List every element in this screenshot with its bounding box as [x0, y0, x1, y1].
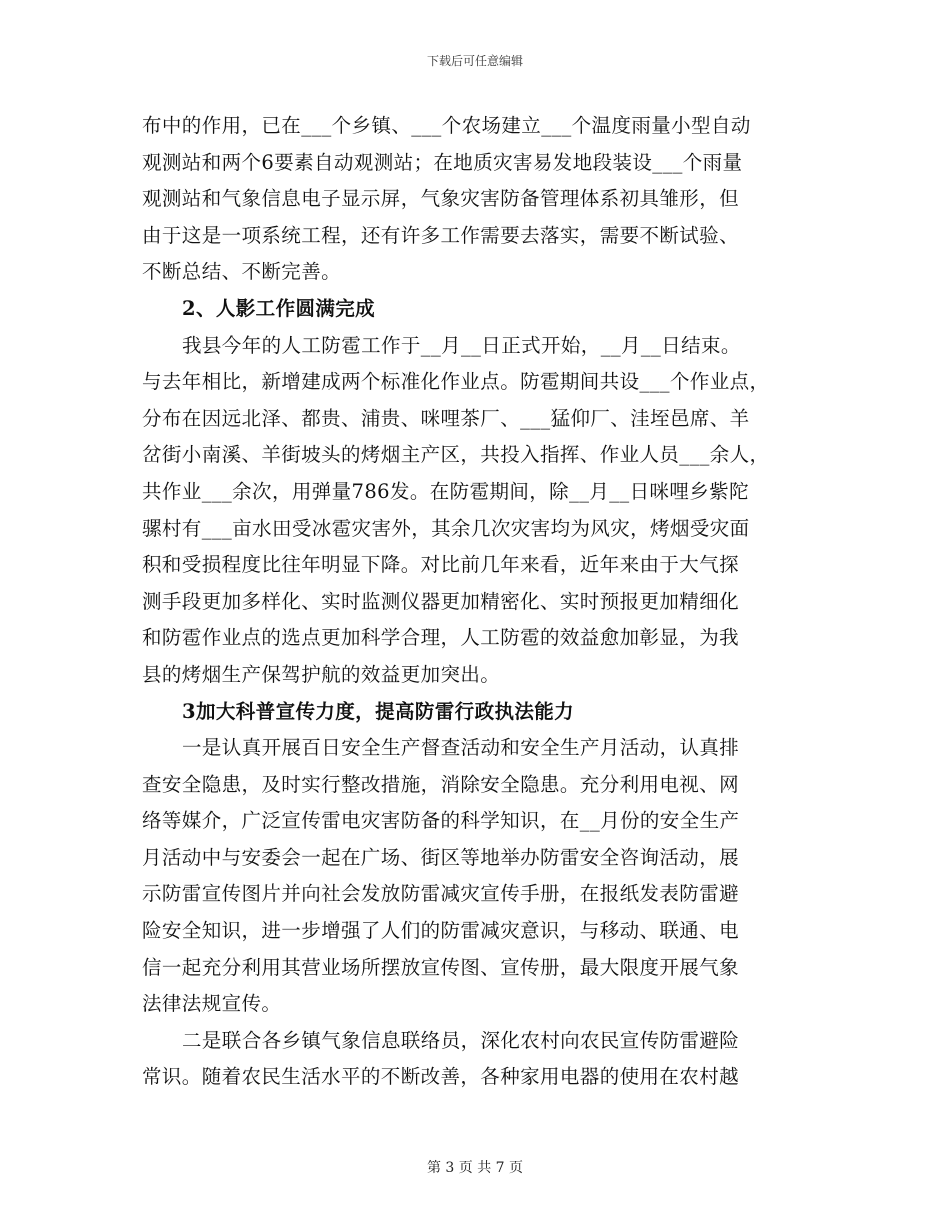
text-line: 和防雹作业点的选点更加科学合理，人工防雹的效益愈加彰显，为我	[142, 626, 740, 650]
text-line: 示防雷宣传图片并向社会发放防雷减灾宣传手册，在报纸发表防雷避	[142, 882, 740, 906]
text-line: 一是认真开展百日安全生产督查活动和安全生产月活动，认真排	[182, 736, 740, 760]
text-line: 二是联合各乡镇气象信息联络员，深化农村向农民宣传防雷避险	[182, 1028, 740, 1052]
text-line: 积和受损程度比往年明显下降。对比前几年来看，近年来由于大气探	[142, 553, 740, 577]
text-line: 观测站和两个6要素自动观测站；在地质灾害易发地段装设___个雨量	[142, 150, 743, 174]
text-line: 共作业___余次，用弹量786发。在防雹期间，除__月__日咪哩乡紫陀	[142, 479, 749, 503]
text-line: 与去年相比，新增建成两个标准化作业点。防雹期间共设___个作业点，	[142, 370, 770, 394]
text-line: 岔街小南溪、羊街坡头的烤烟主产区，共投入指挥、作业人员___余人，	[142, 443, 770, 467]
text-line: 布中的作用，已在___个乡镇、___个农场建立___个温度雨量小型自动	[142, 114, 751, 137]
text-line: 观测站和气象信息电子显示屏，气象灾害防备管理体系初具雏形，但	[142, 187, 740, 211]
text-line: 法律法规宣传。	[142, 992, 282, 1016]
text-line: 查安全隐患，及时实行整改措施，消除安全隐患。充分利用电视、网	[142, 772, 740, 796]
text-line: 县的烤烟生产保驾护航的效益更加突出。	[142, 662, 501, 686]
text-line: 分布在因远北泽、都贵、浦贵、咪哩茶厂、___猛仰厂、洼垤邑席、羊	[142, 406, 750, 430]
text-line: 信一起充分利用其营业场所摆放宣传图、宣传册，最大限度开展气象	[142, 955, 740, 979]
text-line: 不断总结、不断完善。	[142, 260, 342, 284]
text-line: 测手段更加多样化、实时监测仪器更加精密化、实时预报更加精细化	[142, 589, 740, 613]
section-heading: 2、人影工作圆满完成	[182, 296, 376, 320]
text-line: 络等媒介，广泛宣传雷电灾害防备的科学知识，在__月份的安全生产	[142, 809, 740, 833]
document-body	[142, 108, 812, 1096]
text-line: 由于这是一项系统工程，还有许多工作需要去落实，需要不断试验、	[142, 223, 740, 247]
text-line: 险安全知识，进一步增强了人们的防雷减灾意识，与移动、联通、电	[142, 919, 740, 943]
section-heading: 3加大科普宣传力度，提高防雷行政执法能力	[182, 699, 575, 723]
text-line: 月活动中与安委会一起在广场、街区等地举办防雷安全咨询活动，展	[142, 845, 740, 869]
text-line: 我县今年的人工防雹工作于__月__日正式开始，__月__日结束。	[182, 333, 741, 357]
page-header: 下载后可任意编辑	[426, 54, 523, 68]
text-line: 常识。随着农民生活水平的不断改善，各种家用电器的使用在农村越	[142, 1065, 740, 1089]
page-footer: 第 3 页 共 7 页	[426, 1160, 524, 1176]
text-line: 骡村有___亩水田受冰雹灾害外，其余几次灾害均为风灾，烤烟受灾面	[142, 516, 750, 540]
